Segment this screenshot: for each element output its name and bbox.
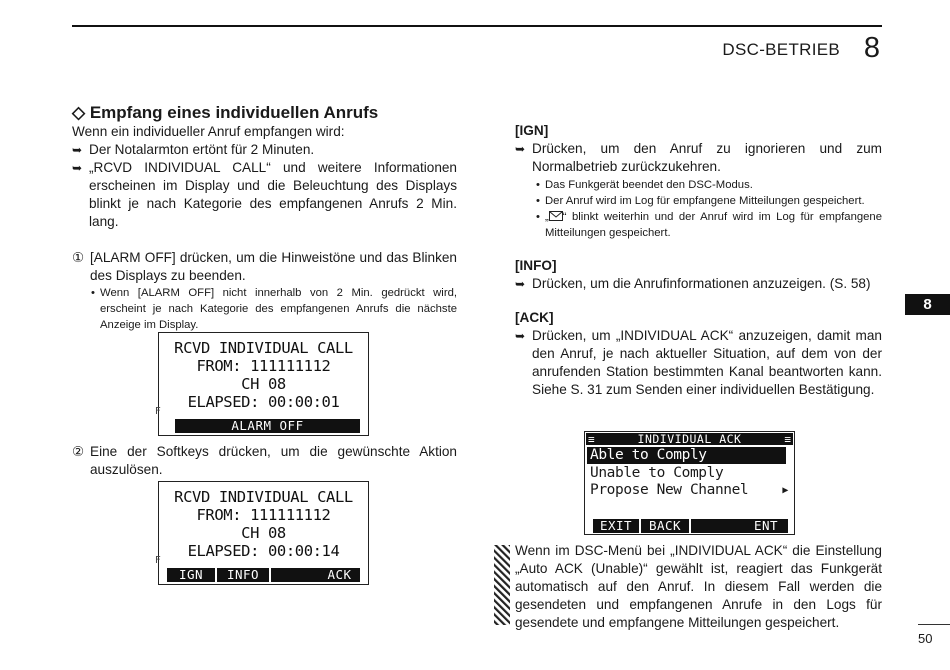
menu-item-label: Propose New Channel <box>590 482 749 498</box>
lcd-edge-mark: F <box>155 555 161 566</box>
info-text: Drücken, um die Anrufinformationen anzuzeigen. (S. 58) <box>532 276 871 291</box>
menu-item[interactable] <box>590 465 723 482</box>
ent-softkey[interactable]: ENT <box>753 518 779 533</box>
envelope-icon <box>549 211 563 221</box>
arrow-icon: ➥ <box>515 329 526 343</box>
ack-description <box>515 327 882 399</box>
lcd-line: CH 08 <box>241 375 286 393</box>
lcd-edge-mark: F <box>155 406 161 417</box>
bullet-dot-icon: • <box>536 211 540 223</box>
lcd-line: FROM: 111111112 <box>196 357 331 375</box>
arrow-icon: ➥ <box>72 161 83 175</box>
lcd-screen-call <box>155 481 369 585</box>
exit-softkey[interactable]: EXIT <box>599 518 633 533</box>
lcd-screen-individual-ack <box>584 431 795 535</box>
step-number: ② <box>72 444 85 459</box>
lcd-line: RCVD INDIVIDUAL CALL <box>174 488 353 506</box>
bullet-dot-icon: • <box>536 195 540 207</box>
ign-note <box>515 193 882 209</box>
arrow-icon: ➥ <box>515 277 526 291</box>
diamond-icon: ◇ <box>72 103 86 122</box>
step-text: Eine der Softkeys drücken, um die gewünschte Aktion auszulösen. <box>90 444 457 477</box>
note-text: Wenn im DSC-Menü bei „INDIVIDUAL ACK“ die Einstellung „Auto ACK (Unable)“ gewählt ist, reagiert das Funkgerät automatisch auf den Anruf. In diesem Fall werden die gesendeten und empfangenen Anrufe in den Logs für gesendete und empfangene Mitteilungen gespeichert. <box>515 543 882 630</box>
ign-label: [IGN] <box>515 123 549 138</box>
side-chapter-tab: 8 <box>905 294 950 315</box>
step-2-block <box>72 443 457 479</box>
bullet-text: „RCVD INDIVIDUAL CALL“ und weitere Informationen erscheinen im Display und die Beleuchtung des Displays blinkt je nach Kategorie des empfangenen Anrufs 2 Min. lang. <box>89 160 457 229</box>
left-column <box>72 103 457 333</box>
bullet-item <box>72 141 457 159</box>
page-number: 50 <box>918 631 933 646</box>
ign-description <box>515 140 882 176</box>
bullet-dot-icon: • <box>91 287 95 299</box>
softkey-bar <box>175 419 360 433</box>
back-softkey[interactable]: BACK <box>648 518 682 533</box>
note-text-start: „ <box>545 211 549 223</box>
menu-title-bar <box>586 433 793 445</box>
arrow-icon: ➥ <box>72 143 83 157</box>
lcd-screen-alarm <box>155 332 369 436</box>
ign-note <box>515 177 882 193</box>
menu-item-selected[interactable] <box>587 447 786 464</box>
note-text-end: “ blinkt weiterhin und der Anruf wird im Log für empfangene Mitteilungen gespeichert. <box>545 211 882 239</box>
ign-text: Drücken, um den Anruf zu ignorieren und zum Normalbetrieb zurückzukehren. <box>532 141 882 174</box>
step-1 <box>72 249 457 285</box>
info-softkey[interactable]: INFO <box>226 567 260 582</box>
info-label: [INFO] <box>515 258 557 273</box>
lcd-line: FROM: 111111112 <box>196 506 331 524</box>
right-column <box>515 122 882 399</box>
note-text: Das Funkgerät beendet den DSC-Modus. <box>545 179 753 191</box>
menu-icon: ≡ <box>588 433 595 446</box>
menu-icon: ≡ <box>784 433 791 446</box>
section-title-text: Empfang eines individuellen Anrufs <box>89 103 379 122</box>
menu-item-label: Able to Comply <box>590 447 707 463</box>
ack-text: Drücken, um „INDIVIDUAL ACK“ anzuzeigen, damit man den Anruf, je nach aktueller Situation, auf dem von der anrufenden Station bestimmten Kanal beantworten kann. Siehe S. 31 zum Senden einer individuellen Bestätigung. <box>532 328 882 397</box>
lcd-line: ELAPSED: 00:00:01 <box>187 393 340 411</box>
step-1-note <box>72 285 457 333</box>
header-rule <box>72 25 882 27</box>
menu-title: INDIVIDUAL ACK <box>637 432 742 446</box>
intro-text: Wenn ein individueller Anruf empfangen wird: <box>72 124 345 139</box>
ack-softkey[interactable]: ACK <box>327 567 352 582</box>
menu-item-label: Unable to Comply <box>590 465 724 481</box>
lcd-line: CH 08 <box>241 524 286 542</box>
step-2 <box>72 443 457 479</box>
info-description <box>515 275 882 293</box>
section-title <box>72 103 457 123</box>
triangle-right-icon: ▶ <box>782 485 788 496</box>
step-number: ① <box>72 250 85 265</box>
softkey-bar <box>593 519 788 533</box>
ign-note <box>515 209 882 241</box>
ack-label: [ACK] <box>515 310 554 325</box>
lcd-line: RCVD INDIVIDUAL CALL <box>174 339 353 357</box>
bullet-text: Der Notalarmton ertönt für 2 Minuten. <box>89 142 315 157</box>
chapter-number: 8 <box>863 32 880 64</box>
softkey-bar <box>167 568 360 582</box>
arrow-icon: ➥ <box>515 142 526 156</box>
menu-item[interactable] <box>590 482 788 499</box>
chapter-title: DSC-BETRIEB <box>722 40 840 59</box>
ign-softkey[interactable]: IGN <box>178 567 204 582</box>
note-text: Wenn [ALARM OFF] nicht innerhalb von 2 Min. gedrückt wird, erscheint je nach Kategorie des empfangenen Anrufs die nächste Anzeige im Display. <box>100 287 457 331</box>
note-text: Der Anruf wird im Log für empfangene Mitteilungen gespeichert. <box>545 195 865 207</box>
alarm-off-softkey[interactable]: ALARM OFF <box>231 418 304 433</box>
bullet-item <box>72 159 457 231</box>
lcd-line: ELAPSED: 00:00:14 <box>187 542 340 560</box>
bullet-dot-icon: • <box>536 179 540 191</box>
footer-rule <box>918 624 950 625</box>
step-text: [ALARM OFF] drücken, um die Hinweistöne und das Blinken des Displays zu beenden. <box>90 250 457 283</box>
note-hatch-icon <box>494 545 510 625</box>
